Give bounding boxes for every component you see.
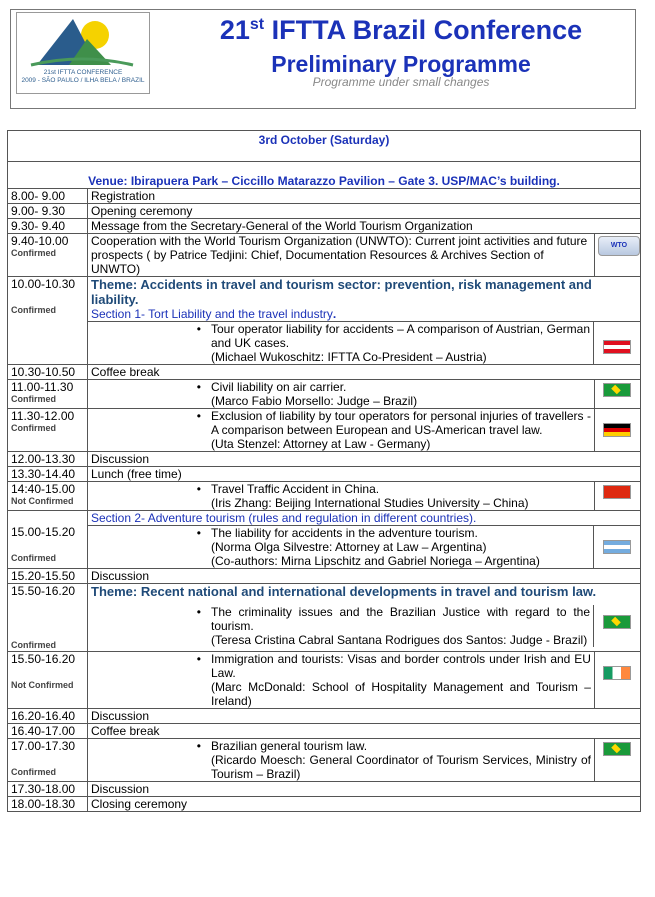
- session-cell: [88, 511, 641, 569]
- talk-speaker: (Norma Olga Silvestre: Attorney at Law – Argentina): [211, 540, 487, 554]
- time-cell: [8, 482, 88, 511]
- programme-table: [7, 130, 641, 812]
- time-cell: 15.20-15.50: [8, 569, 88, 584]
- brazil-flag-icon: [603, 383, 631, 397]
- time-label: 17.00-17.30: [11, 739, 76, 753]
- talk-item: [91, 380, 591, 408]
- table-row: [8, 380, 641, 409]
- talk-title: Tour operator liability for accidents – A comparison of Austrian, German and UK cases.: [211, 322, 590, 350]
- time-cell: 9.00- 9.30: [8, 204, 88, 219]
- time-cell: 8.00- 9.00: [8, 189, 88, 204]
- talk-item: [91, 409, 591, 451]
- header-box: [10, 9, 636, 109]
- time-cell: 16.20-16.40: [8, 709, 88, 724]
- talk-coauthors: (Co-authors: Mirna Lipschitz and Gabriel Noriega – Argentina): [211, 554, 540, 568]
- session-cell: [88, 739, 595, 782]
- table-row: [8, 162, 641, 189]
- session-cell: [88, 482, 595, 511]
- session-cell: Discussion: [88, 452, 641, 467]
- table-row: [8, 204, 641, 219]
- session-cell: [88, 277, 641, 365]
- germany-flag-icon: [603, 423, 631, 437]
- section-period: .: [332, 307, 337, 321]
- session-cell: [88, 380, 595, 409]
- time-cell: [8, 584, 88, 652]
- flag-cell: [593, 322, 640, 364]
- talk-speaker: (Ricardo Moesch: General Coordinator of Tourism Services, Ministry of Tourism – Brazil): [211, 753, 591, 781]
- time-label: 11.00-11.30: [11, 380, 74, 394]
- session-cell: Lunch (free time): [88, 467, 641, 482]
- title-number: 21: [219, 15, 250, 45]
- talk-item: [91, 652, 591, 708]
- flag-cell: [594, 652, 640, 709]
- time-label: 9.40-10.00: [11, 234, 69, 248]
- time-cell: [8, 380, 88, 409]
- time-cell: [8, 511, 88, 569]
- session-cell: Coffee break: [88, 724, 641, 739]
- session-cell: Discussion: [88, 709, 641, 724]
- time-label: 15.00-15.20: [11, 525, 76, 539]
- time-cell: [8, 652, 88, 709]
- logo-cell: [594, 234, 640, 277]
- talk-title: The liability for accidents in the adventure tourism.: [211, 526, 478, 540]
- bullet-icon: •: [196, 380, 201, 394]
- time-cell: 9.30- 9.40: [8, 219, 88, 234]
- talk-title: Immigration and tourists: Visas and border controls under Irish and EU Law.: [211, 652, 591, 680]
- time-label: 11.30-12.00: [11, 409, 75, 423]
- mountain-sun-icon: [17, 13, 147, 69]
- talk-speaker: (Iris Zhang: Beijing International Studies University – China): [211, 496, 529, 510]
- time-cell: [8, 234, 88, 277]
- confirmed-label: Confirmed: [11, 553, 56, 563]
- time-label: 15.50-16.20: [11, 652, 76, 666]
- theme-heading: Theme: Accidents in travel and tourism sector: prevention, risk management and liability.: [91, 277, 592, 307]
- section-heading: Section 2- Adventure tourism (rules and regulation in different countries).: [91, 511, 477, 525]
- session-cell: Message from the Secretary-General of the World Tourism Organization: [88, 219, 641, 234]
- session-cell: [88, 409, 595, 452]
- talk-title: Travel Traffic Accident in China.: [211, 482, 380, 496]
- talk-item: [88, 526, 593, 568]
- not-confirmed-label: Not Confirmed: [11, 496, 74, 506]
- section-heading: [91, 307, 637, 321]
- talk-speaker: (Uta Stenzel: Attorney at Law - Germany): [211, 437, 431, 451]
- time-cell: 18.00-18.30: [8, 797, 88, 812]
- wto-logo-icon: WTO: [598, 236, 640, 256]
- title-ordinal: st: [249, 16, 265, 33]
- table-row: [8, 409, 641, 452]
- talk-title: Civil liability on air carrier.: [211, 380, 347, 394]
- talk-block: [88, 525, 640, 568]
- table-row: [8, 739, 641, 782]
- bullet-icon: •: [196, 322, 201, 336]
- argentina-flag-icon: [603, 540, 631, 554]
- flag-cell: [593, 526, 640, 568]
- table-row: [8, 365, 641, 380]
- day-heading: 3rd October (Saturday): [8, 131, 641, 162]
- time-cell: [8, 277, 88, 365]
- theme-heading: Theme: Recent national and international developments in travel and tourism law.: [91, 584, 597, 599]
- table-row: [8, 189, 641, 204]
- programme-note: Programme under small changes: [312, 75, 490, 89]
- talk-item: [88, 322, 593, 364]
- session-cell: [88, 652, 595, 709]
- time-cell: 10.30-10.50: [8, 365, 88, 380]
- talk-speaker: (Michael Wukoschitz: IFTTA Co-President – Austria): [211, 350, 487, 364]
- table-row: [8, 724, 641, 739]
- logo-line-2: 2009 - SÃO PAULO / ILHA BELA / BRAZIL: [21, 77, 145, 84]
- table-row: [8, 452, 641, 467]
- talk-title: Brazilian general tourism law.: [211, 739, 368, 753]
- time-label: 15.50-16.20: [11, 584, 76, 598]
- talk-block: [88, 605, 640, 647]
- session-cell: Cooperation with the World Tourism Organization (UNWTO): Current joint activities and future prospects ( by Patrice Tedjini: Chief, Documentation Resources & Archives Section of UNWTO): [88, 234, 595, 277]
- time-cell: 12.00-13.30: [8, 452, 88, 467]
- china-flag-icon: [603, 485, 631, 499]
- time-label: 14:40-15.00: [11, 482, 76, 496]
- session-cell: Closing ceremony: [88, 797, 641, 812]
- session-cell: Opening ceremony: [88, 204, 641, 219]
- talk-title: The criminality issues and the Brazilian Justice with regard to the tourism.: [211, 605, 590, 633]
- venue-heading: Venue: Ibirapuera Park – Ciccillo Matarazzo Pavilion – Gate 3. USP/MAC’s building.: [8, 162, 641, 189]
- confirmed-label: Confirmed: [11, 423, 56, 433]
- not-confirmed-label: Not Confirmed: [11, 680, 74, 690]
- table-row: [8, 511, 641, 569]
- brazil-flag-icon: [603, 742, 631, 756]
- table-row: [8, 569, 641, 584]
- table-row: [8, 709, 641, 724]
- austria-flag-icon: [603, 340, 631, 354]
- flag-cell: [594, 739, 640, 782]
- table-row: [8, 467, 641, 482]
- session-cell: Coffee break: [88, 365, 641, 380]
- time-label: 10.00-10.30: [11, 277, 76, 291]
- logo-line-1: 21st IFTTA CONFERENCE: [43, 69, 123, 76]
- flag-cell: [594, 482, 640, 511]
- confirmed-label: Confirmed: [11, 394, 56, 404]
- ireland-flag-icon: [603, 666, 631, 680]
- talk-item: [91, 482, 591, 510]
- bullet-icon: •: [196, 605, 201, 619]
- time-cell: 16.40-17.00: [8, 724, 88, 739]
- talk-speaker: (Teresa Cristina Cabral Santana Rodrigues dos Santos: Judge - Brazil): [211, 633, 588, 647]
- table-row: [8, 584, 641, 652]
- confirmed-label: Confirmed: [11, 767, 56, 777]
- talk-speaker: (Marco Fabio Morsello: Judge – Brazil): [211, 394, 418, 408]
- title-text: IFTTA Brazil Conference: [264, 15, 583, 45]
- brazil-flag-icon: [603, 615, 631, 629]
- confirmed-label: Confirmed: [11, 305, 56, 315]
- table-row: [8, 797, 641, 812]
- talk-item: [88, 605, 593, 647]
- conference-logo: [16, 12, 150, 94]
- table-row: [8, 482, 641, 511]
- time-cell: 17.30-18.00: [8, 782, 88, 797]
- talk-title: Exclusion of liability by tour operators for personal injuries of travellers - A comparison between European and US-American travel law.: [211, 409, 591, 437]
- confirmed-label: Confirmed: [11, 640, 56, 650]
- confirmed-label: Confirmed: [11, 248, 56, 258]
- flag-cell: [594, 380, 640, 409]
- section-text: Section 1- Tort Liability and the travel industry: [91, 307, 333, 321]
- table-row: [8, 277, 641, 365]
- table-row: [8, 652, 641, 709]
- talk-block: [88, 321, 640, 364]
- session-cell: [88, 584, 641, 652]
- time-cell: 13.30-14.40: [8, 467, 88, 482]
- table-row: [8, 782, 641, 797]
- bullet-icon: •: [196, 409, 201, 423]
- page-title: [161, 14, 641, 46]
- table-row: [8, 219, 641, 234]
- flag-cell: [594, 409, 640, 452]
- bullet-icon: •: [196, 526, 201, 540]
- flag-cell: [593, 605, 640, 647]
- session-cell: Discussion: [88, 782, 641, 797]
- table-row: [8, 131, 641, 162]
- time-cell: [8, 409, 88, 452]
- table-row: [8, 234, 641, 277]
- page-subtitle: Preliminary Programme: [271, 51, 531, 77]
- session-cell: Registration: [88, 189, 641, 204]
- session-cell: Discussion: [88, 569, 641, 584]
- bullet-icon: •: [196, 482, 201, 496]
- talk-speaker: (Marc McDonald: School of Hospitality Management and Tourism – Ireland): [211, 680, 591, 708]
- talk-item: [91, 739, 591, 781]
- bullet-icon: •: [196, 739, 201, 753]
- bullet-icon: •: [196, 652, 201, 666]
- time-cell: [8, 739, 88, 782]
